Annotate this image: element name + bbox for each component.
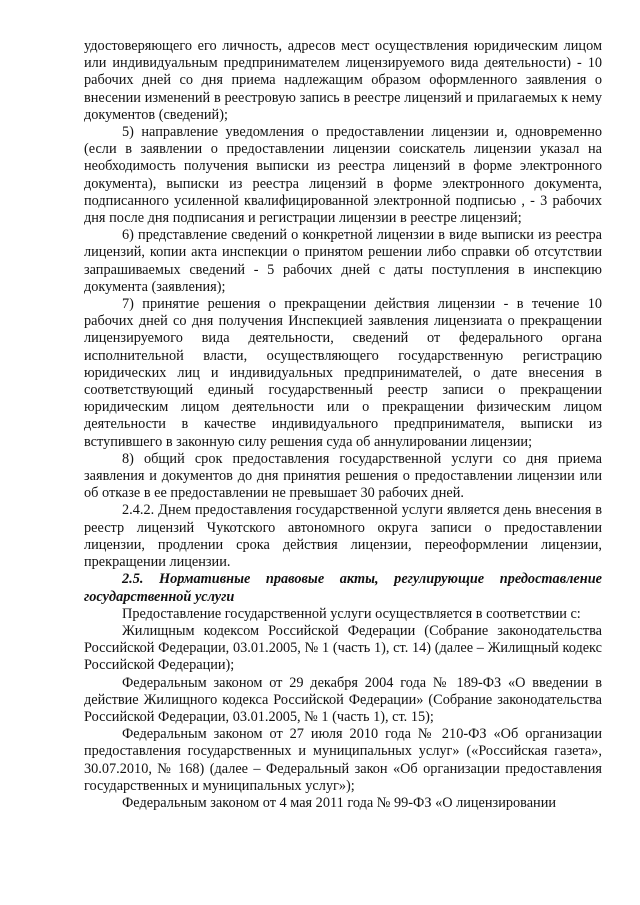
document-page bbox=[84, 38, 602, 812]
paragraph-law-189fz: Федеральным законом от 29 декабря 2004 года № 189-ФЗ «О введении в действие Жилищного кодекса Российской Федерации» (Собрание законодательства Российской Федерации, 03.01.2005, № 1 (часть 1), ст. 15); bbox=[84, 674, 602, 725]
paragraph-law-99fz: Федеральным законом от 4 мая 2011 года № 99-ФЗ «О лицензировании bbox=[122, 794, 557, 811]
paragraph-registry-changes-term: удостоверяющего его личность, адресов мест осуществления юридическим лицом или индивидуальным предпринимателем лицензируемого вида деятельности) - 10 рабочих дней со дня приема надлежащим образом оформленного заявления о внесении изменений в реестровую запись в реестре лицензий и прилагаемых к нему документов (сведений); bbox=[84, 38, 602, 123]
paragraph-item-5: 5) направление уведомления о предоставлении лицензии и, одновременно (если в заявлении о предоставлении лицензии соискатель лицензии указал на необходимость получения выписки из реестра лицензий в форме электронного документа), выписки из реестра лицензий в форме электронного документа, подписанного усиленной квалифицированной электронной подписью , - 3 рабочих дня после дня подписания и регистрации лицензии в реестре лицензий; bbox=[84, 124, 602, 227]
section-heading-2-5: 2.5. Нормативные правовые акты, регулирующие предоставление государственной услуги bbox=[84, 571, 602, 605]
paragraph-item-6: 6) представление сведений о конкретной лицензии в виде выписки из реестра лицензий, копии акта инспекции о принятом решении либо справки об отсутствии запрашиваемых сведений - 5 рабочих дней с даты поступления в инспекцию документа (заявления); bbox=[84, 227, 602, 295]
paragraph-item-8: 8) общий срок предоставления государственной услуги со дня приема заявления и документов до дня принятия решения о предоставлении лицензии или об отказе в ее предоставлении не превышает 30 рабочих дней. bbox=[84, 450, 602, 502]
paragraph-housing-code: Жилищным кодексом Российской Федерации (Собрание законодательства Российской Федерации, 03.01.2005, № 1 (часть 1), ст. 14) (далее – Жилищный кодекс Российской Федерации); bbox=[84, 622, 602, 674]
paragraph-2-4-2: 2.4.2. Днем предоставления государственной услуги является день внесения в реестр лицензий Чукотского автономного округа записи о предоставлении лицензии, продлении срока действия лицензии, переоформлении лицензии, прекращении лицензии. bbox=[84, 502, 602, 571]
paragraph-law-210fz: Федеральным законом от 27 июля 2010 года № 210-ФЗ «Об организации предоставления государственных и муниципальных услуг» («Российская газета», 30.07.2010, № 168) (далее – Федеральный закон «Об организации предоставления государственных и муниципальных услуг»); bbox=[84, 726, 602, 794]
paragraph-legal-basis-intro: Предоставление государственной услуги осуществляется в соответствии с: bbox=[122, 605, 581, 622]
paragraph-item-7: 7) принятие решения о прекращении действия лицензии - в течение 10 рабочих дней со дня получения Инспекцией заявления лицензиата о прекращении лицензируемого вида деятельности, сведений от федерального органа исполнительной власти, осуществляющего государственную регистрацию юридических лиц и индивидуальных предпринимателей, о дате внесения в соответствующий единый государственный реестр записи о прекращении юридическим лицом деятельности или о прекращении физическим лицом деятельности в качестве индивидуального предпринимателя, выписки из вступившего в законную силу решения суда об аннулировании лицензии; bbox=[84, 296, 602, 450]
